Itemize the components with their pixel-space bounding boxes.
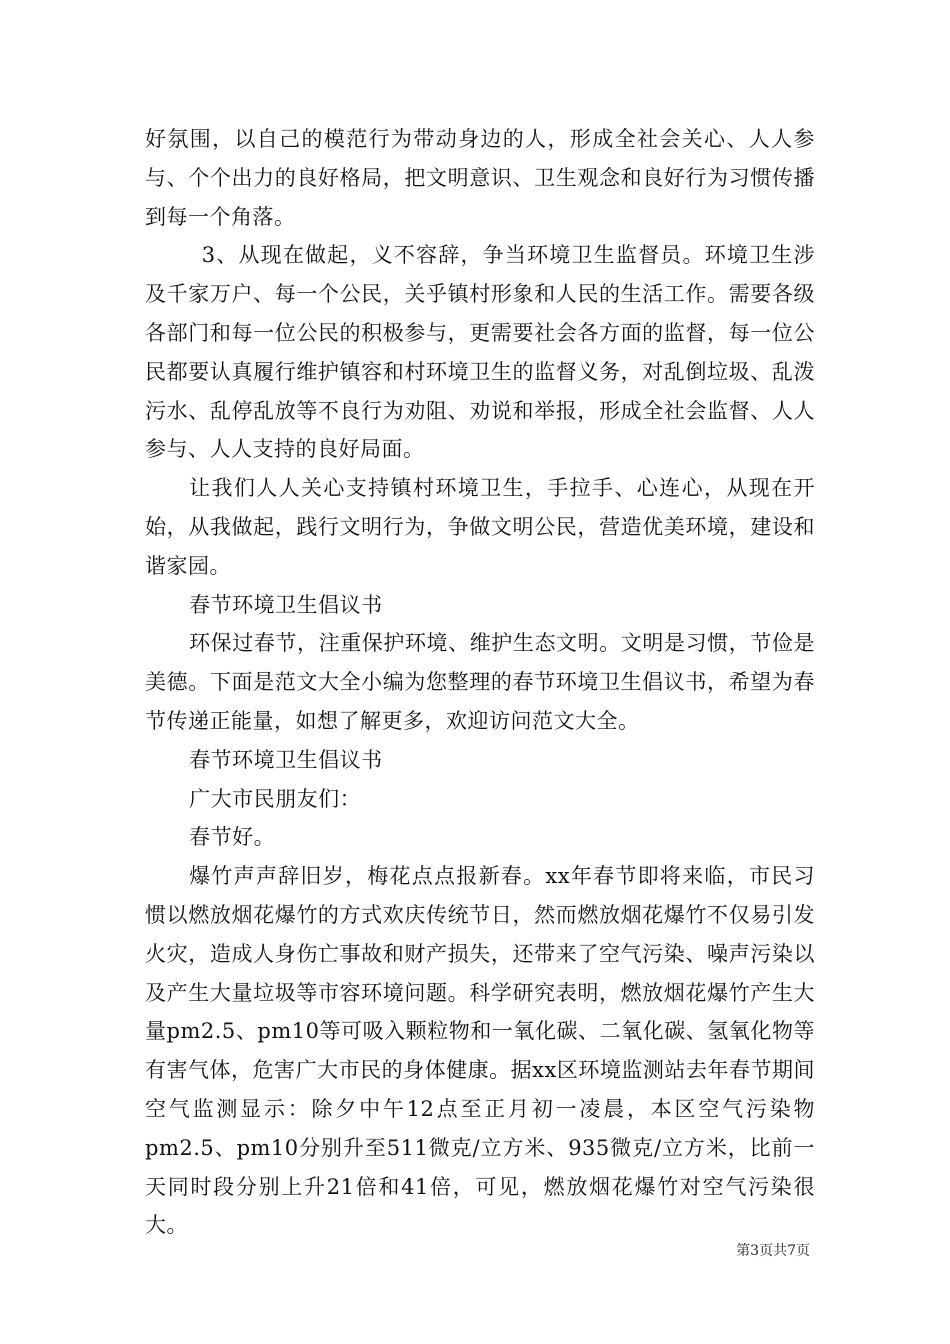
letter-salutation: 广大市民朋友们： [189, 786, 362, 811]
letter-greeting: 春节好。 [189, 825, 276, 850]
paragraph-body: 爆竹声声辞旧岁，梅花点点报新春。xx年春节即将来临，市民习惯以燃放烟花爆竹的方式欢庆传统节日，然而燃放烟花爆竹不仅易引发火灾，造成人身伤亡事故和财产损失，还带来了空气污染、噪声污染以及产生大量垃圾等市容环境问题。科学研究表明，燃放烟花爆竹产生大量pm2.5、pm10等可吸入颗粒物和一氧化碳、二氧化碳、氢氧化物等有害气体，危害广大市民的身体健康。据xx区环境监测站去年春节期间空气监测显示：除夕中午12点至正月初一凌晨，本区空气污染物pm2.5、pm10分别升至511微克/立方米、935微克/立方米，比前一天同时段分别上升21倍和41倍，可见，燃放烟花爆竹对空气污染很大。 [145, 864, 815, 1238]
page-number-footer: 第3页共7页 [736, 1243, 810, 1259]
paragraph-item-3: 3、从现在做起，义不容辞，争当环境卫生监督员。环境卫生涉及千家万户、每一个公民，关乎镇村形象和人民的生活工作。需要各级各部门和每一位公民的积极参与，更需要社会各方面的监督，每一位公民都要认真履行维护镇容和村环境卫生的监督义务，对乱倒垃圾、乱泼污水、乱停乱放等不良行为劝阻、劝说和举报，形成全社会监督、人人参与、人人支持的良好局面。 [145, 243, 815, 462]
document-body [145, 120, 815, 1245]
paragraph-continuation: 好氛围，以自己的模范行为带动身边的人，形成全社会关心、人人参与、个个出力的良好格局，把文明意识、卫生观念和良好行为习惯传播到每一个角落。 [145, 127, 815, 229]
section-heading: 春节环境卫生倡议书 [189, 592, 383, 617]
paragraph-intro: 环保过春节，注重保护环境、维护生态文明。文明是习惯，节俭是美德。下面是范文大全小编为您整理的春节环境卫生倡议书，希望为春节传递正能量，如想了解更多，欢迎访问范文大全。 [145, 631, 815, 733]
letter-title: 春节环境卫生倡议书 [189, 747, 383, 772]
paragraph-closing-call: 让我们人人关心支持镇村环境卫生，手拉手、心连心，从现在开始，从我做起，践行文明行为，争做文明公民，营造优美环境，建设和谐家园。 [145, 476, 815, 578]
